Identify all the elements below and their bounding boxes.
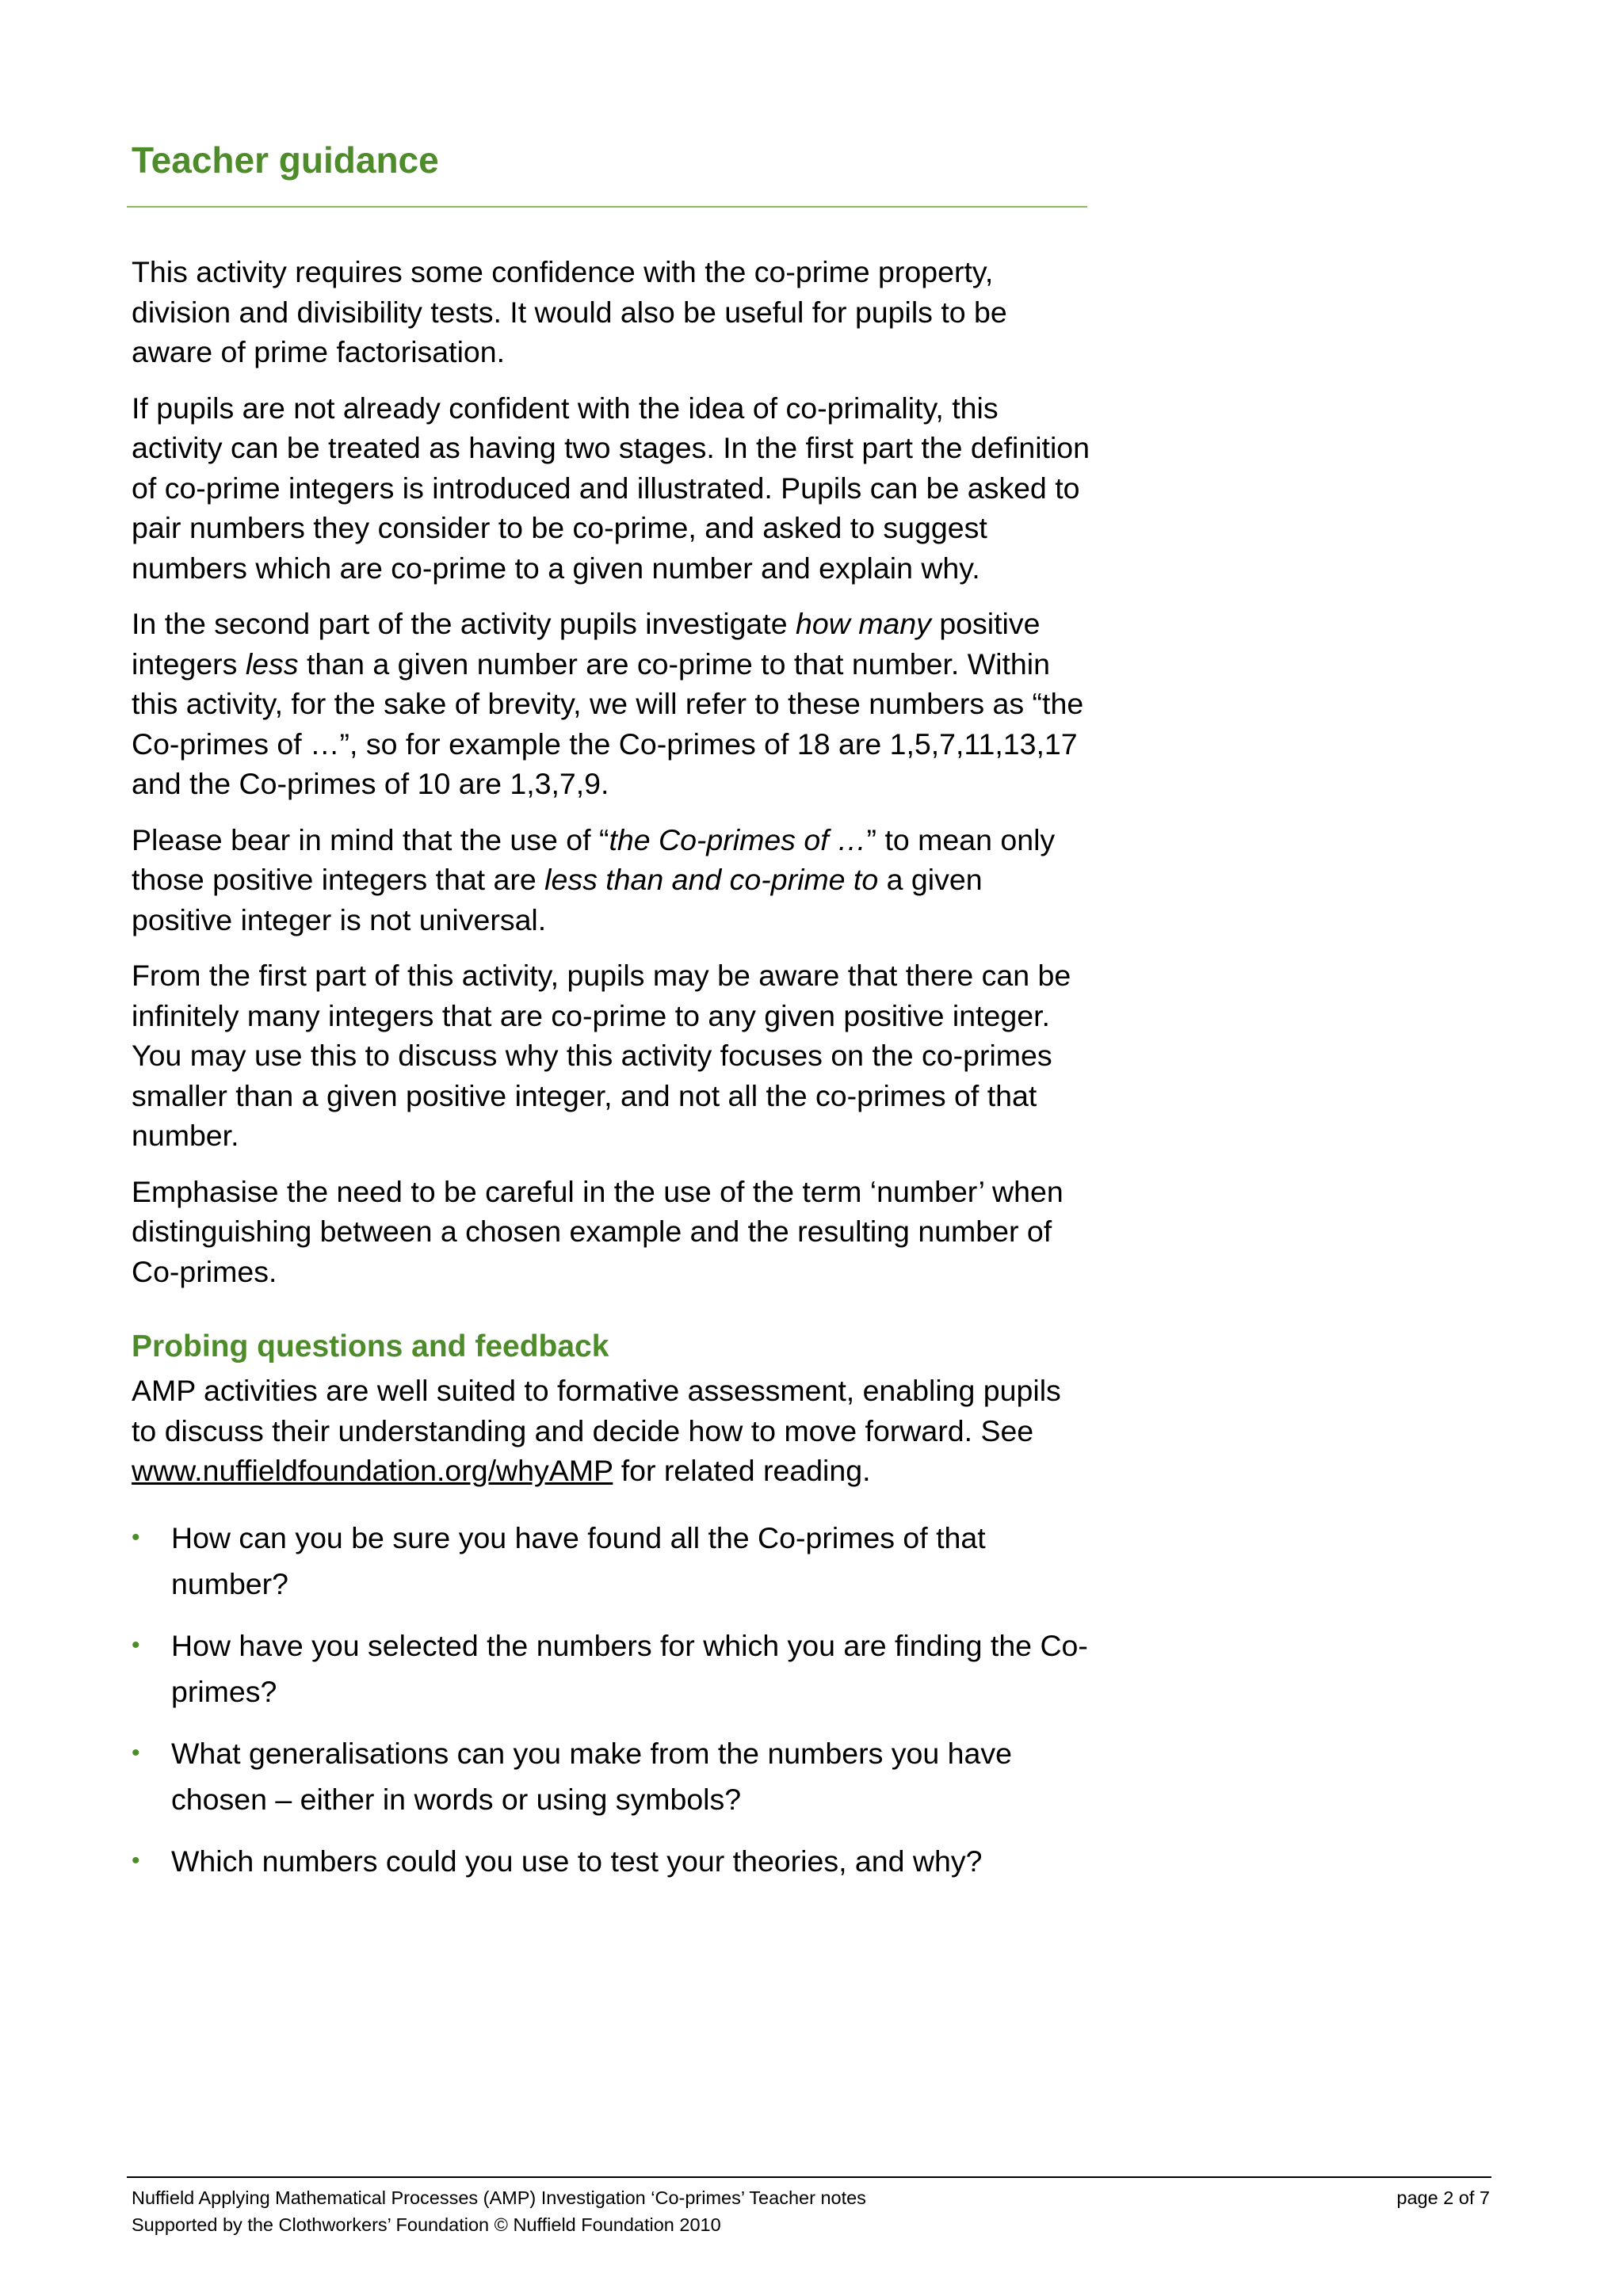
list-item <box>132 1623 1090 1714</box>
bullet-icon: • <box>132 1739 140 1766</box>
emphasis-co-primes-of: the Co-primes of … <box>609 822 867 856</box>
footer-title: Nuffield Applying Mathematical Processes (AMP) Investigation ‘Co-primes’ Teacher notes <box>132 2187 866 2208</box>
paragraph-emphasise: Emphasise the need to be careful in the use of the term ‘number’ when distinguishing between a chosen example and the resulting number of Co-primes. <box>132 1174 1064 1288</box>
bullet-icon: • <box>132 1631 140 1658</box>
text-run: than a given number are co-prime to that number. Within this activity, for the sake of brevity, we will refer to these numbers as “the Co-primes of …”, so for example the Co-primes of 18 are 1,5,7,11,13,17 and the Co-primes of 10 are 1,3,7,9. <box>132 646 1084 800</box>
list-item <box>132 1730 1090 1822</box>
page-number: page 2 of 7 <box>1396 2187 1490 2208</box>
question-text: Which numbers could you use to test your theories, and why? <box>171 1844 983 1878</box>
emphasis-less: less <box>245 646 299 681</box>
paragraph-bear-in-mind <box>132 820 1090 940</box>
probing-questions-list <box>132 1515 1090 1884</box>
list-item <box>132 1838 1090 1884</box>
text-run: a given positive integer is not universal. <box>132 863 983 936</box>
footer-divider <box>127 2176 1491 2178</box>
list-item <box>132 1515 1090 1607</box>
text-run: Please bear in mind that the use of “ <box>132 822 609 856</box>
footer-credit: Supported by the Clothworkers’ Foundation © Nuffield Foundation 2010 <box>132 2214 721 2235</box>
text-run: AMP activities are well suited to formative assessment, enabling pupils to discuss their understanding and decide how to move forward. See <box>132 1374 1061 1447</box>
text-run: ” to mean only those positive integers that are <box>132 822 1056 896</box>
emphasis-how-many: how many <box>795 607 931 640</box>
question-text: How can you be sure you have found all the Co-primes of that number? <box>171 1520 986 1600</box>
text-run: for related reading. <box>613 1454 871 1487</box>
paragraph-two-stages: If pupils are not already confident with the idea of co-primality, this activity can be treated as having two stages. In the first part the definition of co-prime integers is introduced and illustrated. Pupils can be asked to pair numbers they consider to be co-prime, and asked to suggest numbers which are co-prime to a given number and explain why. <box>132 391 1090 585</box>
emphasis-less-than-co-prime: less than and co-prime to <box>544 863 879 896</box>
paragraph-intro: This activity requires some confidence with the co-prime property, division and divisibility tests. It would also be useful for pupils to be aware of prime factorisation. <box>132 255 1007 368</box>
question-text: What generalisations can you make from the numbers you have chosen – either in words or using symbols? <box>171 1736 1012 1816</box>
question-text: How have you selected the numbers for which you are finding the Co-primes? <box>171 1628 1088 1708</box>
section-heading-probing: Probing questions and feedback <box>132 1329 609 1363</box>
paragraph-second-part <box>132 604 1090 804</box>
bullet-icon: • <box>132 1847 140 1874</box>
paragraph-probing-intro <box>132 1371 1090 1491</box>
text-run: In the second part of the activity pupils investigate <box>132 607 796 640</box>
main-content <box>132 252 1090 1900</box>
paragraph-infinitely-many: From the first part of this activity, pupils may be aware that there can be infinitely many integers that are co-prime to any given positive integer. You may use this to discuss why this activity focuses on the co-primes smaller than a given positive integer, and not all the co-primes of that number. <box>132 959 1071 1152</box>
whyamp-link[interactable]: www.nuffieldfoundation.org/whyAMP <box>132 1454 613 1487</box>
page-title: Teacher guidance <box>132 139 439 181</box>
text-run: positive integers <box>132 607 1041 681</box>
title-divider <box>127 206 1087 208</box>
page-footer <box>132 2184 1490 2238</box>
bullet-icon: • <box>132 1524 140 1550</box>
